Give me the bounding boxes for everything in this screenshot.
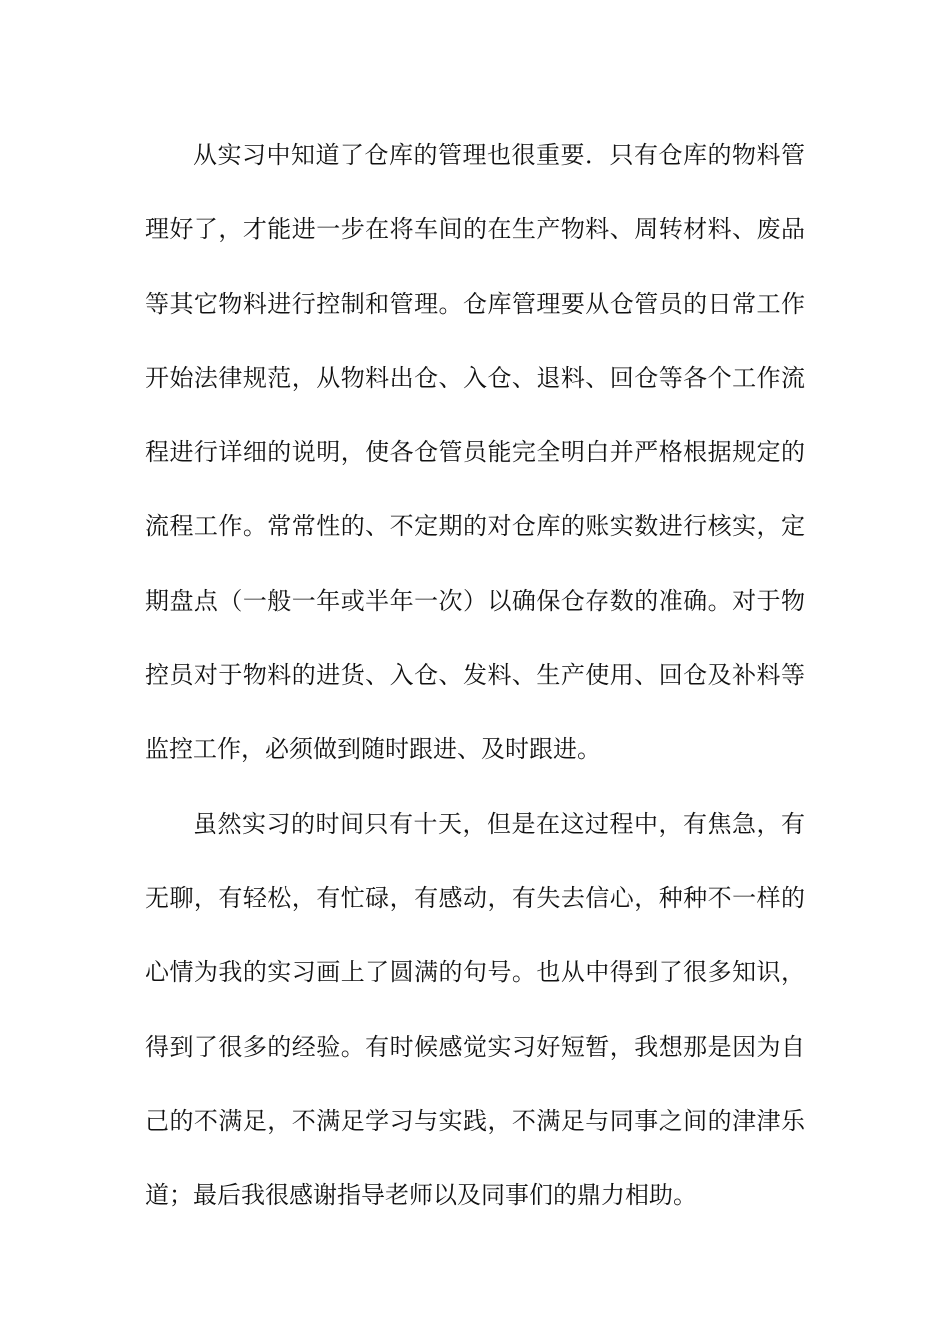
text-line: 道；最后我很感谢指导老师以及同事们的鼎力相助。 xyxy=(145,1181,697,1210)
text-line: 控员对于物料的进货、入仓、发料、生产使用、回仓及补料等 xyxy=(145,661,805,690)
text-line: 从实习中知道了仓库的管理也很重要．只有仓库的物料管 xyxy=(193,141,805,169)
text-line: 流程工作。常常性的、不定期的对仓库的账实数进行核实，定 xyxy=(145,512,805,541)
paragraph-warehouse-management xyxy=(145,118,805,787)
text-line: 无聊，有轻松，有忙碌，有感动，有失去信心，种种不一样的 xyxy=(145,883,805,912)
paragraph-internship-reflection xyxy=(145,787,805,1233)
text-line: 理好了，才能进一步在将车间的在生产物料、周转材料、废品 xyxy=(145,215,805,244)
text-line: 虽然实习的时间只有十天，但是在这过程中，有焦急，有 xyxy=(193,809,805,838)
text-line: 期盘点（一般一年或半年一次）以确保仓存数的准确。对于物 xyxy=(145,586,805,615)
text-line: 得到了很多的经验。有时候感觉实习好短暂，我想那是因为自 xyxy=(145,1032,805,1061)
text-line: 己的不满足，不满足学习与实践，不满足与同事之间的津津乐 xyxy=(145,1106,805,1135)
document-body xyxy=(145,118,805,1232)
text-line: 心情为我的实习画上了圆满的句号。也从中得到了很多知识， xyxy=(145,958,805,987)
text-line: 程进行详细的说明，使各仓管员能完全明白并严格根据规定的 xyxy=(145,438,805,467)
text-line: 开始法律规范，从物料出仓、入仓、退料、回仓等各个工作流 xyxy=(145,363,805,392)
text-line: 等其它物料进行控制和管理。仓库管理要从仓管员的日常工作 xyxy=(145,289,805,318)
text-line: 监控工作，必须做到随时跟进、及时跟进。 xyxy=(145,735,601,764)
